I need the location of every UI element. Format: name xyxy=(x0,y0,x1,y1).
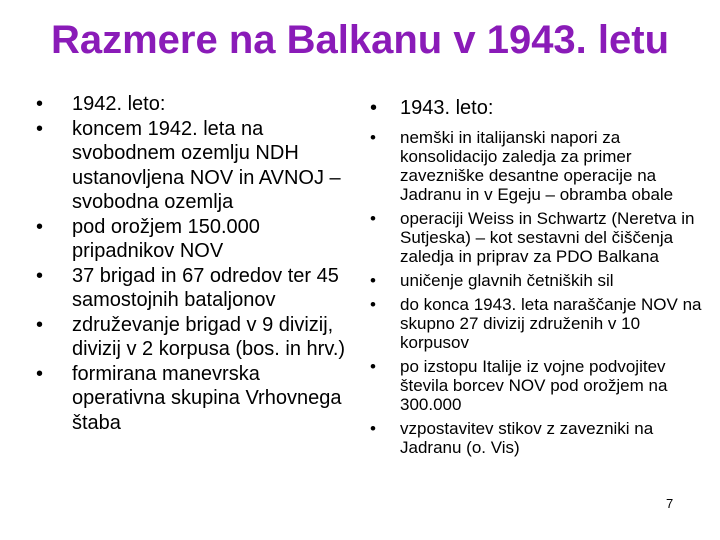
list-item-text: 37 brigad in 67 odredov ter 45 samostojnih bataljonov xyxy=(72,264,339,311)
bullet-icon: • xyxy=(370,271,376,290)
bullet-icon: • xyxy=(36,264,44,287)
list-item xyxy=(366,96,706,120)
slide-title: Razmere na Balkanu v 1943. letu xyxy=(50,18,670,62)
list-item xyxy=(366,271,706,290)
bullet-icon: • xyxy=(370,128,376,147)
bullet-icon: • xyxy=(370,357,376,376)
list-item-text: 1942. leto: xyxy=(72,93,166,115)
list-item-text: pod orožjem 150.000 pripadnikov NOV xyxy=(72,215,260,262)
list-item xyxy=(366,209,706,266)
list-item xyxy=(366,419,706,457)
list-item-text: združevanje brigad v 9 divizij, divizij v 2 korpusa (bos. in hrv.) xyxy=(72,313,346,360)
bullet-icon: • xyxy=(370,419,376,438)
list-item xyxy=(32,264,350,313)
bullet-icon: • xyxy=(36,215,44,238)
list-item-text: formirana manevrska operativna skupina Vrhovnega štaba xyxy=(72,362,342,434)
list-item-text: vzpostavitev stikov z zavezniki na Jadranu (o. Vis) xyxy=(400,419,654,457)
list-item xyxy=(366,357,706,414)
list-item-text: 1943. leto: xyxy=(400,97,494,119)
page-number: 7 xyxy=(666,496,674,511)
list-item xyxy=(366,295,706,352)
list-item-text: koncem 1942. leta na svobodnem ozemlju NDH ustanovljena NOV in AVNOJ – svobodna ozemlja xyxy=(72,117,341,213)
list-item-text: do konca 1943. leta naraščanje NOV na skupno 27 divizij združenih v 10 korpusov xyxy=(400,295,702,352)
list-item xyxy=(32,362,350,436)
list-item xyxy=(32,313,350,362)
bullet-icon: • xyxy=(36,313,44,336)
bullet-icon: • xyxy=(36,362,44,385)
list-item xyxy=(32,117,350,215)
list-item xyxy=(32,92,350,117)
right-bullet-list xyxy=(366,96,706,457)
list-item-text: operaciji Weiss in Schwartz (Neretva in Sutjeska) – kot sestavni del čiščenja zaledja in priprav za PDO Balkana xyxy=(400,209,695,266)
bullet-icon: • xyxy=(36,93,44,115)
left-bullet-list xyxy=(32,92,350,435)
bullet-icon: • xyxy=(370,209,376,228)
list-item xyxy=(366,128,706,204)
list-item xyxy=(32,215,350,264)
bullet-icon: • xyxy=(370,295,376,314)
list-item-text: po izstopu Italije iz vojne podvojitev števila borcev NOV pod orožjem na 300.000 xyxy=(400,357,668,414)
bullet-icon: • xyxy=(36,117,44,140)
list-item-text: uničenje glavnih četniških sil xyxy=(400,271,614,290)
bullet-icon: • xyxy=(370,97,378,119)
list-item-text: nemški in italijanski napori za konsolidacijo zaledja za primer zavezniške desantne operacije na Jadranu in v Egeju – obramba obale xyxy=(400,128,674,204)
